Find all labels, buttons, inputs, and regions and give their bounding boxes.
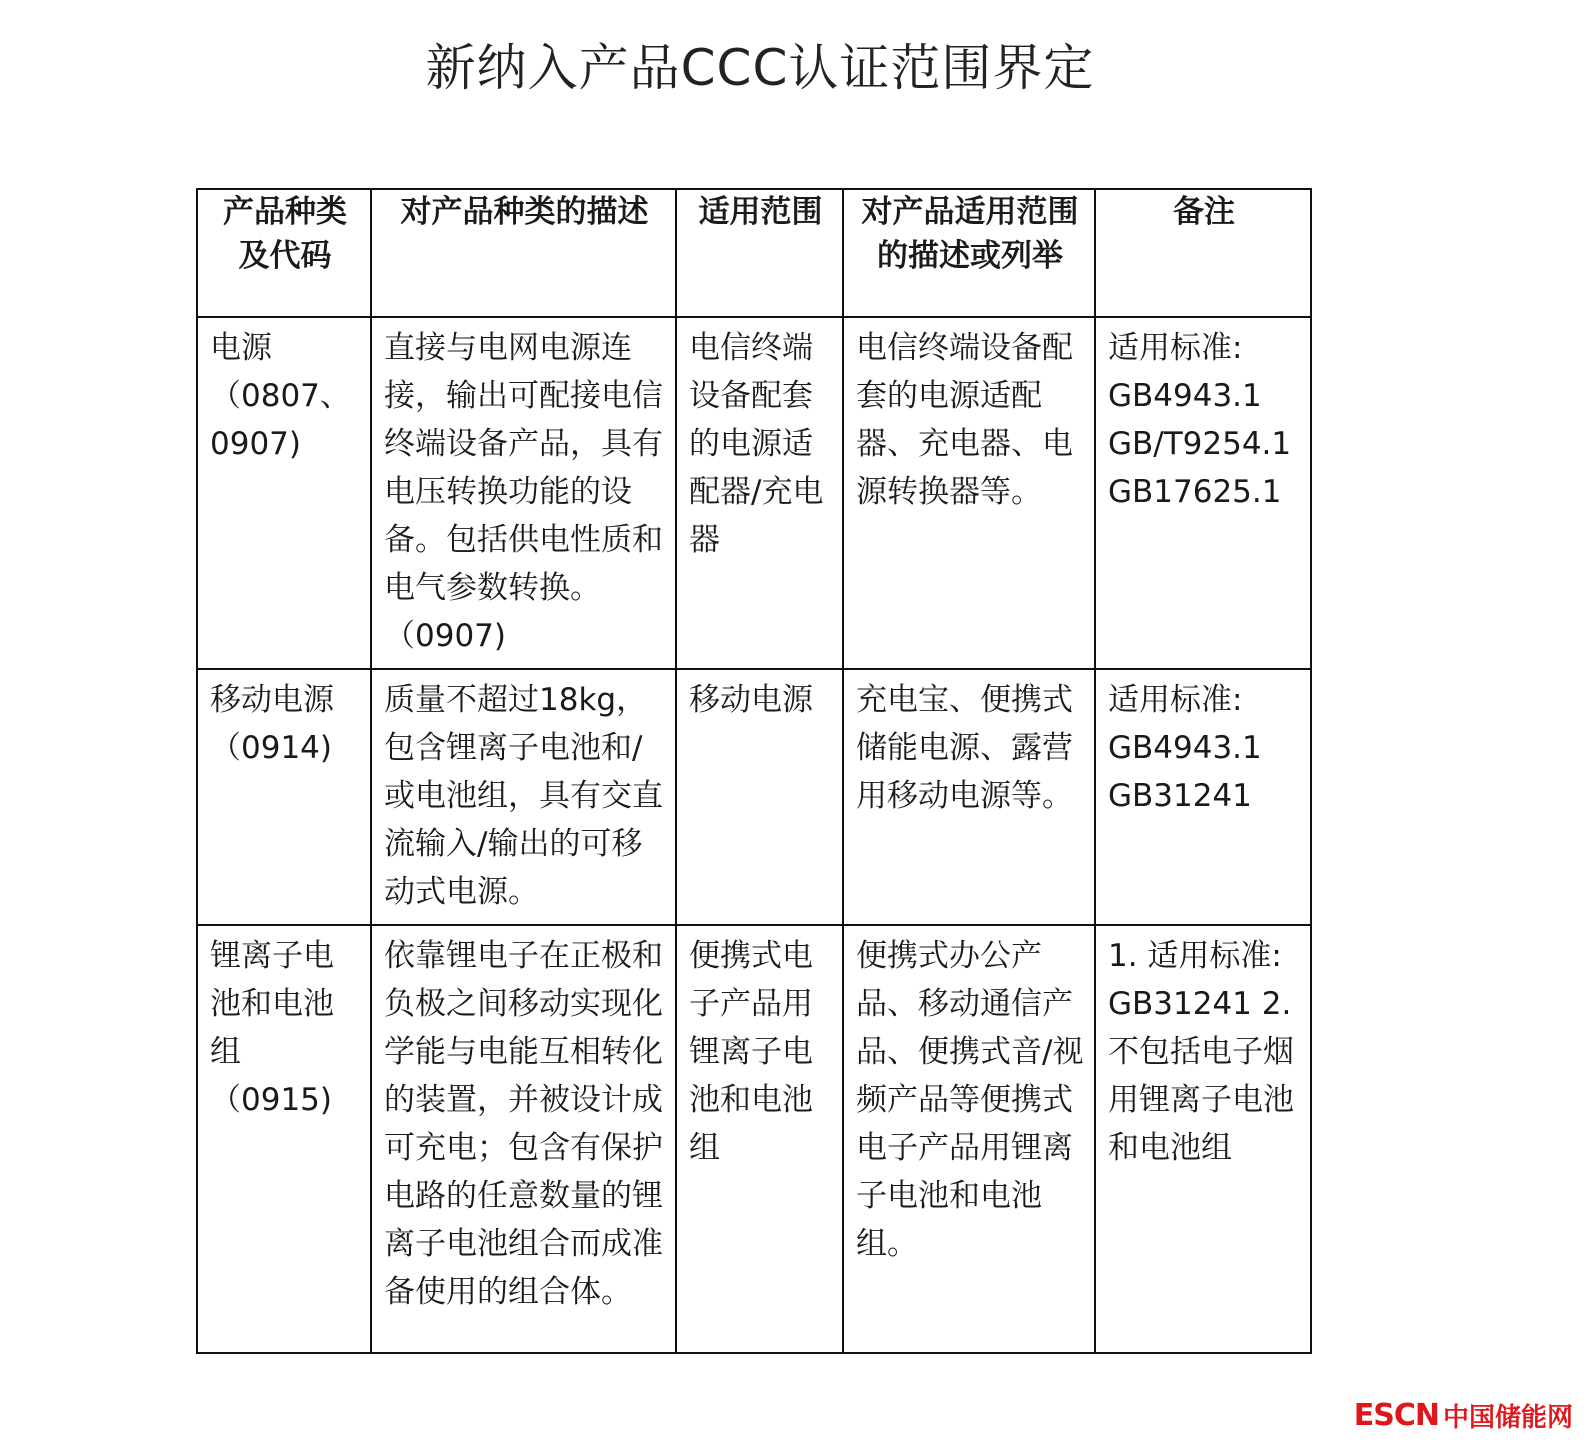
cell-remarks: 1. 适用标准: GB31241 2.不包括电子烟用锂离子电池和电池组 [1095,925,1311,1353]
cell-scope-detail: 电信终端设备配套的电源适配器、充电器、电源转换器等。 [843,317,1095,669]
table-row [197,669,1311,925]
page-title: 新纳入产品CCC认证范围界定 [425,39,1095,97]
cell-scope-detail: 充电宝、便携式储能电源、露营用移动电源等。 [843,669,1095,925]
watermark-chinese: 中国储能网 [1442,1402,1573,1433]
cell-remarks: 适用标准: GB4943.1 GB/T9254.1 GB17625.1 [1095,317,1311,669]
cell-category: 移动电源（0914) [197,669,371,925]
watermark-latin: ESCN [1353,1397,1439,1433]
cell-description: 直接与电网电源连接，输出可配接电信终端设备产品，具有电压转换功能的设备。包括供电性质和电气参数转换。（0907) [371,317,676,669]
table-row [197,317,1311,669]
cell-description: 依靠锂电子在正极和负极之间移动实现化学能与电能互相转化的装置，并被设计成可充电；包含有保护电路的任意数量的锂离子电池组合而成准备使用的组合体。 [371,925,676,1353]
header-remarks: 备注 [1095,189,1311,317]
cell-scope: 移动电源 [676,669,843,925]
header-category: 产品种类及代码 [197,189,371,317]
ccc-scope-table [196,188,1312,1354]
cell-remarks: 适用标准: GB4943.1 GB31241 [1095,669,1311,925]
cell-scope-detail: 便携式办公产品、移动通信产品、便携式音/视频产品等便携式电子产品用锂离子电池和电池组。 [843,925,1095,1353]
escn-watermark-logo [1354,1397,1573,1433]
table-row [197,925,1311,1353]
cell-category: 锂离子电池和电池组（0915) [197,925,371,1353]
table-header-row [197,189,1311,317]
header-scope-detail: 对产品适用范围的描述或列举 [843,189,1095,317]
header-scope: 适用范围 [676,189,843,317]
cell-scope: 电信终端设备配套的电源适配器/充电器 [676,317,843,669]
header-description: 对产品种类的描述 [371,189,676,317]
cell-description: 质量不超过18kg，包含锂离子电池和/或电池组，具有交直流输入/输出的可移动式电源。 [371,669,676,925]
cell-category: 电源（0807、0907) [197,317,371,669]
cell-scope: 便携式电子产品用锂离子电池和电池组 [676,925,843,1353]
